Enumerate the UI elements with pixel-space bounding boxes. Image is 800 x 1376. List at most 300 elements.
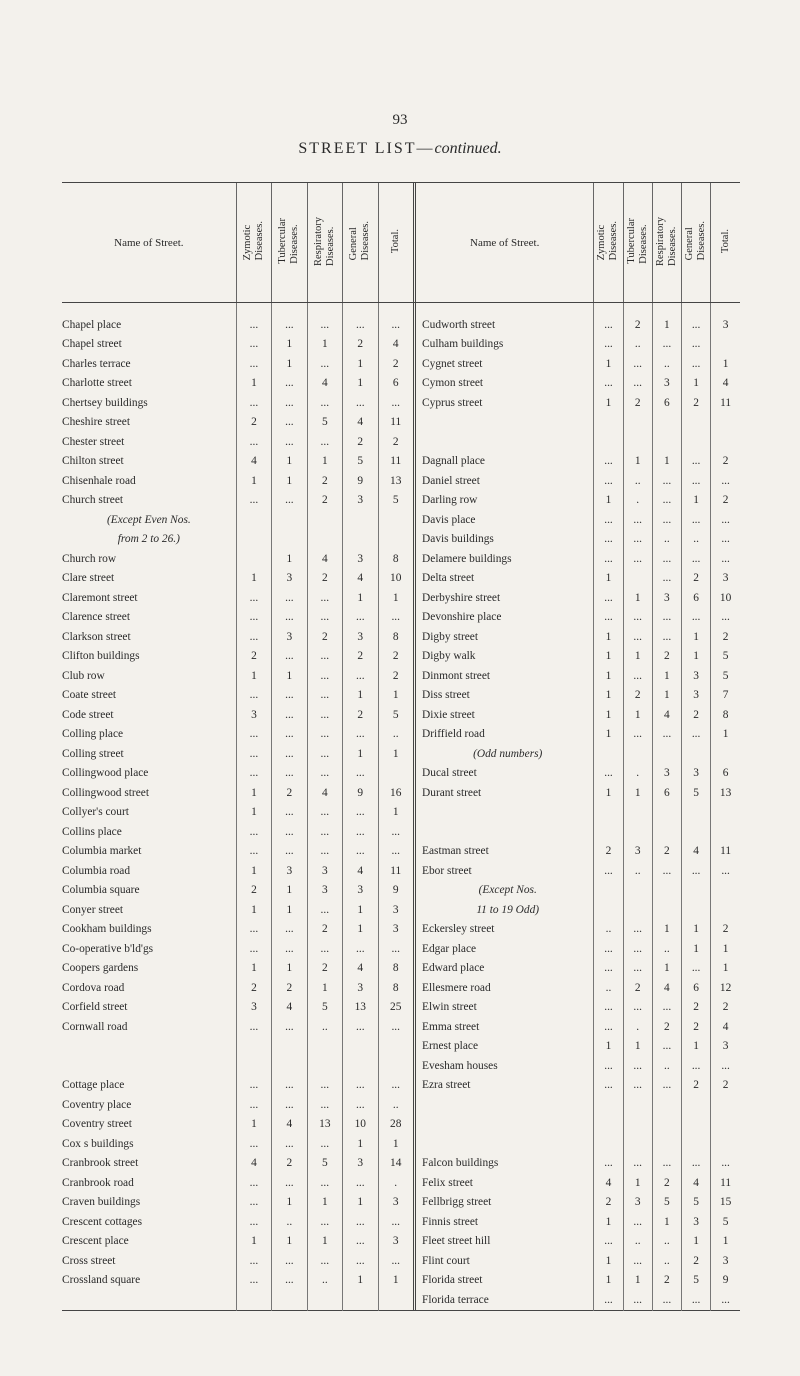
general-count bbox=[682, 881, 711, 901]
zymotic-count: ... bbox=[594, 1076, 623, 1096]
zymotic-count: 1 bbox=[236, 666, 271, 686]
zymotic-count: ... bbox=[236, 315, 271, 335]
street-name bbox=[416, 1115, 594, 1135]
zymotic-count bbox=[594, 1095, 623, 1115]
total-count: ... bbox=[711, 1154, 740, 1174]
zymotic-count: 1 bbox=[236, 900, 271, 920]
total-count bbox=[378, 1290, 413, 1310]
total-count: 1 bbox=[378, 1271, 413, 1291]
table-row bbox=[62, 978, 740, 998]
tubercular-count: ... bbox=[272, 842, 307, 862]
total-count: 13 bbox=[378, 471, 413, 491]
general-count: ... bbox=[343, 822, 378, 842]
general-count bbox=[682, 1115, 711, 1135]
zymotic-count: 1 bbox=[236, 803, 271, 823]
respiratory-count: 1 bbox=[307, 452, 342, 472]
general-count: ... bbox=[343, 842, 378, 862]
general-count bbox=[682, 1134, 711, 1154]
zymotic-count: ... bbox=[594, 471, 623, 491]
zymotic-count bbox=[236, 549, 271, 569]
total-count: .. bbox=[378, 1095, 413, 1115]
general-count: 2 bbox=[682, 1017, 711, 1037]
general-count: 3 bbox=[343, 549, 378, 569]
general-count bbox=[343, 510, 378, 530]
respiratory-count: ... bbox=[307, 1212, 342, 1232]
general-count: ... bbox=[682, 608, 711, 628]
table-row bbox=[62, 530, 740, 550]
header-zymotic-left: Zymotic Diseases. bbox=[236, 183, 271, 303]
zymotic-count: 1 bbox=[236, 471, 271, 491]
respiratory-count: 2 bbox=[652, 647, 681, 667]
zymotic-count bbox=[236, 530, 271, 550]
street-name: Collyer's court bbox=[62, 806, 129, 819]
street-name: Clarkson street bbox=[62, 630, 131, 643]
tubercular-count: ... bbox=[272, 647, 307, 667]
respiratory-count: ... bbox=[307, 1134, 342, 1154]
total-count: 5 bbox=[378, 491, 413, 511]
street-name: (Except Even Nos. bbox=[106, 513, 191, 526]
general-count: ... bbox=[682, 510, 711, 530]
respiratory-count: ... bbox=[307, 432, 342, 452]
general-count: ... bbox=[343, 1095, 378, 1115]
total-count: 1 bbox=[711, 939, 740, 959]
tubercular-count: ... bbox=[272, 1095, 307, 1115]
general-count: 5 bbox=[343, 452, 378, 472]
total-count bbox=[378, 764, 413, 784]
street-name: Church street bbox=[62, 494, 124, 507]
zymotic-count: ... bbox=[594, 452, 623, 472]
zymotic-count: ... bbox=[594, 1232, 623, 1252]
total-count bbox=[378, 1037, 413, 1057]
general-count: 2 bbox=[343, 647, 378, 667]
total-count: 3 bbox=[711, 569, 740, 589]
zymotic-count: 1 bbox=[594, 1271, 623, 1291]
table-row bbox=[62, 491, 740, 511]
street-list-table bbox=[62, 182, 740, 1315]
table-row bbox=[62, 432, 740, 452]
zymotic-count: ... bbox=[594, 1154, 623, 1174]
zymotic-count: ... bbox=[594, 959, 623, 979]
respiratory-count: 2 bbox=[307, 471, 342, 491]
respiratory-count: ... bbox=[307, 803, 342, 823]
respiratory-count: ... bbox=[652, 1037, 681, 1057]
street-name: Dixie street bbox=[416, 705, 594, 725]
total-count: 4 bbox=[378, 335, 413, 355]
table-row bbox=[62, 803, 740, 823]
tubercular-count bbox=[623, 900, 652, 920]
street-name: Chapel place bbox=[62, 318, 122, 331]
total-count: 2 bbox=[711, 627, 740, 647]
total-count: 11 bbox=[711, 393, 740, 413]
tubercular-count: ... bbox=[623, 725, 652, 745]
street-name: Darling row bbox=[416, 491, 594, 511]
general-count: 9 bbox=[343, 783, 378, 803]
table-row bbox=[62, 744, 740, 764]
tubercular-count: ... bbox=[623, 608, 652, 628]
total-count: ... bbox=[711, 510, 740, 530]
zymotic-count: 1 bbox=[594, 1251, 623, 1271]
total-count: 9 bbox=[711, 1271, 740, 1291]
general-count: 5 bbox=[682, 783, 711, 803]
respiratory-count: 3 bbox=[307, 861, 342, 881]
general-count: 5 bbox=[682, 1271, 711, 1291]
general-count: ... bbox=[682, 861, 711, 881]
general-count: 2 bbox=[343, 335, 378, 355]
respiratory-count: 2 bbox=[307, 920, 342, 940]
respiratory-count bbox=[307, 510, 342, 530]
street-name: Cornwall road bbox=[62, 1020, 128, 1033]
general-count: ... bbox=[343, 666, 378, 686]
general-count: ... bbox=[343, 608, 378, 628]
street-name: Crescent place bbox=[62, 1235, 129, 1248]
tubercular-count: ... bbox=[623, 1290, 652, 1310]
street-name: Delta street bbox=[416, 569, 594, 589]
zymotic-count: ... bbox=[594, 764, 623, 784]
total-count: 8 bbox=[378, 959, 413, 979]
street-name: Cudworth street bbox=[416, 315, 594, 335]
general-count bbox=[343, 1037, 378, 1057]
general-count: 1 bbox=[682, 920, 711, 940]
total-count bbox=[711, 900, 740, 920]
total-count: 28 bbox=[378, 1115, 413, 1135]
total-count: 3 bbox=[378, 920, 413, 940]
street-name: Elwin street bbox=[416, 998, 594, 1018]
zymotic-count: ... bbox=[594, 1017, 623, 1037]
street-name: Ducal street bbox=[416, 764, 594, 784]
respiratory-count: ... bbox=[307, 705, 342, 725]
street-name bbox=[416, 432, 594, 452]
respiratory-count bbox=[652, 881, 681, 901]
street-name bbox=[62, 1056, 236, 1076]
zymotic-count: ... bbox=[594, 315, 623, 335]
general-count: ... bbox=[343, 803, 378, 823]
respiratory-count: ... bbox=[307, 822, 342, 842]
zymotic-count bbox=[594, 900, 623, 920]
street-name: Chertsey buildings bbox=[62, 396, 148, 409]
street-name: Davis place bbox=[416, 510, 594, 530]
total-count: ... bbox=[711, 861, 740, 881]
table-row bbox=[62, 881, 740, 901]
total-count: 2 bbox=[711, 920, 740, 940]
general-count: 1 bbox=[343, 1271, 378, 1291]
respiratory-count: ... bbox=[307, 900, 342, 920]
zymotic-count: ... bbox=[236, 842, 271, 862]
respiratory-count bbox=[652, 1115, 681, 1135]
street-name: Felix street bbox=[416, 1173, 594, 1193]
zymotic-count: ... bbox=[236, 491, 271, 511]
general-count: ... bbox=[682, 315, 711, 335]
street-name: Crescent cottages bbox=[62, 1215, 143, 1228]
respiratory-count bbox=[652, 822, 681, 842]
table-row bbox=[62, 1251, 740, 1271]
zymotic-count: ... bbox=[236, 1212, 271, 1232]
tubercular-count: . bbox=[623, 764, 652, 784]
respiratory-count: 3 bbox=[652, 588, 681, 608]
general-count: 9 bbox=[343, 471, 378, 491]
total-count bbox=[378, 530, 413, 550]
zymotic-count: 1 bbox=[594, 569, 623, 589]
zymotic-count: ... bbox=[236, 920, 271, 940]
respiratory-count: 5 bbox=[307, 998, 342, 1018]
header-general-right: General Diseases. bbox=[682, 183, 711, 303]
tubercular-count: ... bbox=[272, 1251, 307, 1271]
tubercular-count: .. bbox=[272, 1212, 307, 1232]
street-name bbox=[416, 1095, 594, 1115]
total-count: ... bbox=[378, 1076, 413, 1096]
respiratory-count: 1 bbox=[307, 335, 342, 355]
general-count: 5 bbox=[682, 1193, 711, 1213]
table-row bbox=[62, 647, 740, 667]
general-count: ... bbox=[343, 725, 378, 745]
general-count: ... bbox=[682, 335, 711, 355]
street-name: Colling place bbox=[62, 728, 124, 741]
tubercular-count: ... bbox=[623, 1154, 652, 1174]
tubercular-count: ... bbox=[623, 627, 652, 647]
general-count: 1 bbox=[682, 374, 711, 394]
general-count: 1 bbox=[343, 1193, 378, 1213]
street-name: Craven buildings bbox=[62, 1196, 141, 1209]
tubercular-count: 1 bbox=[272, 452, 307, 472]
zymotic-count: ... bbox=[594, 608, 623, 628]
tubercular-count: 1 bbox=[623, 1271, 652, 1291]
tubercular-count: ... bbox=[623, 510, 652, 530]
total-count: ... bbox=[711, 549, 740, 569]
total-count: 2 bbox=[378, 647, 413, 667]
respiratory-count: 1 bbox=[307, 1232, 342, 1252]
zymotic-count: ... bbox=[594, 549, 623, 569]
table-row bbox=[62, 959, 740, 979]
street-name: Claremont street bbox=[62, 591, 138, 604]
table-row bbox=[62, 920, 740, 940]
tubercular-count: ... bbox=[272, 588, 307, 608]
page-title bbox=[0, 140, 800, 158]
zymotic-count: 4 bbox=[236, 1154, 271, 1174]
total-count: 2 bbox=[378, 432, 413, 452]
tubercular-count: 1 bbox=[272, 354, 307, 374]
tubercular-count: 4 bbox=[272, 1115, 307, 1135]
general-count: ... bbox=[682, 959, 711, 979]
respiratory-count: ... bbox=[652, 1154, 681, 1174]
table-row bbox=[62, 998, 740, 1018]
street-name: Edward place bbox=[416, 959, 594, 979]
zymotic-count bbox=[594, 803, 623, 823]
total-count: 10 bbox=[711, 588, 740, 608]
street-name: Ebor street bbox=[416, 861, 594, 881]
general-count: 2 bbox=[343, 705, 378, 725]
zymotic-count: 3 bbox=[236, 998, 271, 1018]
respiratory-count: 4 bbox=[307, 549, 342, 569]
respiratory-count: ... bbox=[652, 998, 681, 1018]
total-count: 8 bbox=[711, 705, 740, 725]
respiratory-count: ... bbox=[307, 725, 342, 745]
general-count: 1 bbox=[343, 374, 378, 394]
tubercular-count: 1 bbox=[623, 588, 652, 608]
street-name: Emma street bbox=[416, 1017, 594, 1037]
zymotic-count: 3 bbox=[236, 705, 271, 725]
total-count: 3 bbox=[711, 1251, 740, 1271]
general-count bbox=[682, 744, 711, 764]
tubercular-count: ... bbox=[623, 666, 652, 686]
street-name: Digby street bbox=[416, 627, 594, 647]
tubercular-count: 3 bbox=[272, 861, 307, 881]
zymotic-count: ... bbox=[236, 354, 271, 374]
respiratory-count: ... bbox=[307, 1095, 342, 1115]
table-row bbox=[62, 939, 740, 959]
respiratory-count: 4 bbox=[307, 374, 342, 394]
total-count: 5 bbox=[711, 647, 740, 667]
zymotic-count: 1 bbox=[594, 783, 623, 803]
respiratory-count: 1 bbox=[652, 452, 681, 472]
zymotic-count bbox=[594, 744, 623, 764]
zymotic-count: ... bbox=[236, 393, 271, 413]
zymotic-count: ... bbox=[236, 1193, 271, 1213]
tubercular-count: ... bbox=[272, 803, 307, 823]
zymotic-count: ... bbox=[236, 744, 271, 764]
respiratory-count: 2 bbox=[652, 1173, 681, 1193]
zymotic-count bbox=[236, 1037, 271, 1057]
respiratory-count: 2 bbox=[307, 627, 342, 647]
tubercular-count bbox=[623, 1095, 652, 1115]
header-row bbox=[62, 183, 740, 303]
street-name: Co-operative b'ld'gs bbox=[62, 942, 154, 955]
tubercular-count bbox=[272, 1037, 307, 1057]
respiratory-count: ... bbox=[307, 608, 342, 628]
total-count: 10 bbox=[378, 569, 413, 589]
zymotic-count bbox=[594, 413, 623, 433]
street-name: from 2 to 26.) bbox=[117, 533, 180, 546]
respiratory-count bbox=[307, 1056, 342, 1076]
general-count bbox=[343, 530, 378, 550]
total-count: 1 bbox=[711, 1232, 740, 1252]
table-row bbox=[62, 666, 740, 686]
zymotic-count: ... bbox=[594, 861, 623, 881]
tubercular-count bbox=[272, 1056, 307, 1076]
table-row bbox=[62, 822, 740, 842]
header-total-right: Total. bbox=[711, 183, 740, 303]
tubercular-count: ... bbox=[272, 1134, 307, 1154]
street-name: Culham buildings bbox=[416, 335, 594, 355]
respiratory-count: 5 bbox=[307, 1154, 342, 1174]
total-count: 25 bbox=[378, 998, 413, 1018]
street-name: Evesham houses bbox=[416, 1056, 594, 1076]
total-count: 8 bbox=[378, 549, 413, 569]
street-name: Cyprus street bbox=[416, 393, 594, 413]
table-row bbox=[62, 1095, 740, 1115]
respiratory-count: 4 bbox=[307, 783, 342, 803]
respiratory-count: .. bbox=[652, 1056, 681, 1076]
street-name: Conyer street bbox=[62, 903, 124, 916]
tubercular-count bbox=[272, 510, 307, 530]
general-count: ... bbox=[682, 725, 711, 745]
zymotic-count bbox=[594, 1134, 623, 1154]
tubercular-count: 1 bbox=[272, 471, 307, 491]
total-count bbox=[378, 510, 413, 530]
respiratory-count bbox=[307, 530, 342, 550]
tubercular-count: .. bbox=[623, 861, 652, 881]
tubercular-count: ... bbox=[272, 491, 307, 511]
tubercular-count bbox=[623, 881, 652, 901]
respiratory-count: 1 bbox=[307, 1193, 342, 1213]
respiratory-count: .. bbox=[652, 939, 681, 959]
respiratory-count bbox=[652, 413, 681, 433]
street-name: Derbyshire street bbox=[416, 588, 594, 608]
tubercular-count: 2 bbox=[623, 393, 652, 413]
total-count: 3 bbox=[711, 315, 740, 335]
total-count: 2 bbox=[711, 1076, 740, 1096]
total-count: 4 bbox=[711, 1017, 740, 1037]
tubercular-count: ... bbox=[623, 549, 652, 569]
general-count: 4 bbox=[343, 413, 378, 433]
tubercular-count: 2 bbox=[623, 978, 652, 998]
respiratory-count: ... bbox=[652, 335, 681, 355]
tubercular-count: ... bbox=[272, 1017, 307, 1037]
zymotic-count: ... bbox=[594, 374, 623, 394]
table-row bbox=[62, 686, 740, 706]
total-count: 12 bbox=[711, 978, 740, 998]
total-count: ... bbox=[711, 530, 740, 550]
street-name: Collingwood street bbox=[62, 786, 150, 799]
tubercular-count: ... bbox=[623, 998, 652, 1018]
table-row bbox=[62, 1290, 740, 1310]
header-name-left: Name of Street. bbox=[62, 183, 236, 303]
respiratory-count bbox=[652, 1095, 681, 1115]
total-count: ... bbox=[378, 939, 413, 959]
header-respiratory-left: Respiratory Diseases. bbox=[307, 183, 342, 303]
tubercular-count bbox=[623, 803, 652, 823]
zymotic-count: 2 bbox=[236, 647, 271, 667]
tubercular-count: ... bbox=[623, 354, 652, 374]
respiratory-count: 1 bbox=[652, 686, 681, 706]
zymotic-count: ... bbox=[236, 335, 271, 355]
table-row bbox=[62, 861, 740, 881]
zymotic-count bbox=[594, 1115, 623, 1135]
street-name: Finnis street bbox=[416, 1212, 594, 1232]
street-name: Columbia road bbox=[62, 864, 131, 877]
total-count: 5 bbox=[711, 1212, 740, 1232]
total-count: 11 bbox=[378, 861, 413, 881]
general-count: ... bbox=[682, 452, 711, 472]
total-count bbox=[711, 881, 740, 901]
street-name: Dagnall place bbox=[416, 452, 594, 472]
street-name: Digby walk bbox=[416, 647, 594, 667]
zymotic-count bbox=[594, 432, 623, 452]
total-count: 1 bbox=[711, 354, 740, 374]
general-count bbox=[682, 900, 711, 920]
total-count: 7 bbox=[711, 686, 740, 706]
tubercular-count bbox=[623, 413, 652, 433]
respiratory-count: ... bbox=[307, 842, 342, 862]
total-count: 3 bbox=[378, 1193, 413, 1213]
tubercular-count: ... bbox=[623, 920, 652, 940]
general-count: ... bbox=[343, 1173, 378, 1193]
zymotic-count: 2 bbox=[236, 881, 271, 901]
street-name: Delamere buildings bbox=[416, 549, 594, 569]
total-count: 1 bbox=[711, 959, 740, 979]
tubercular-count: 1 bbox=[623, 1173, 652, 1193]
respiratory-count bbox=[307, 1037, 342, 1057]
respiratory-count: 3 bbox=[652, 764, 681, 784]
page-number: 93 bbox=[392, 112, 408, 128]
tubercular-count: 2 bbox=[623, 315, 652, 335]
zymotic-count: ... bbox=[236, 1251, 271, 1271]
street-name: Fellbrigg street bbox=[416, 1193, 594, 1213]
tubercular-count: 3 bbox=[623, 1193, 652, 1213]
general-count: 1 bbox=[343, 900, 378, 920]
total-count: 3 bbox=[711, 1037, 740, 1057]
total-count: .. bbox=[378, 725, 413, 745]
tubercular-count: ... bbox=[272, 725, 307, 745]
total-count: . bbox=[378, 1173, 413, 1193]
